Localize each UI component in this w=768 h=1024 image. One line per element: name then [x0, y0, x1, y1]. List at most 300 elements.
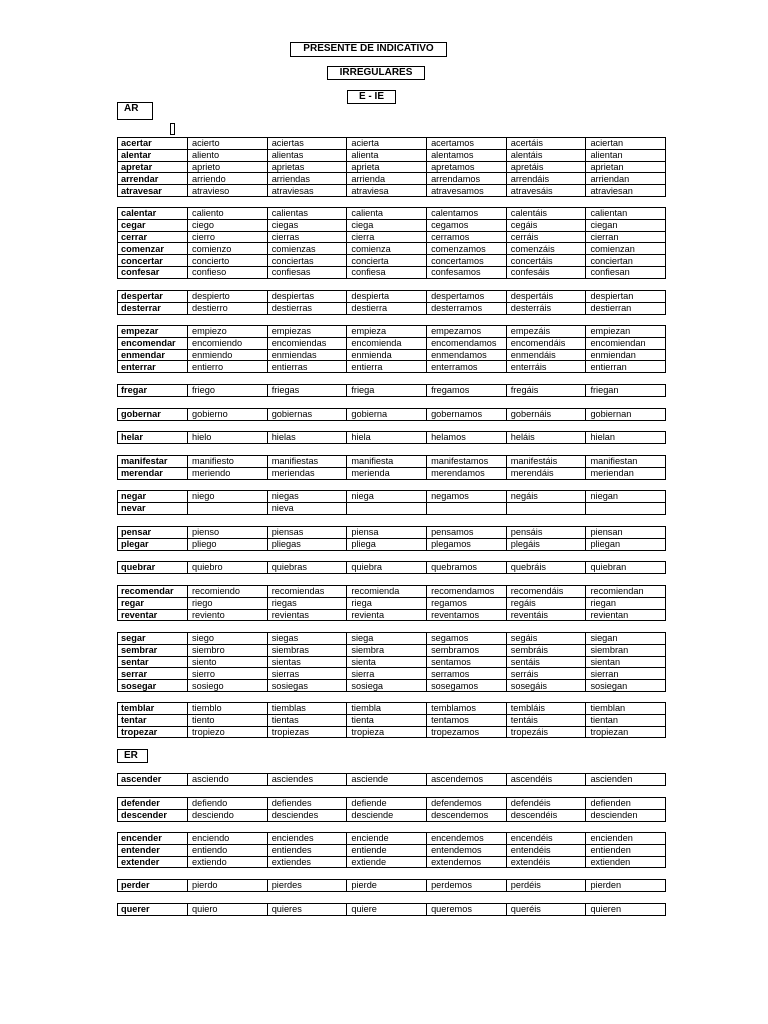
- verb-group-table: [117, 137, 666, 197]
- conjugation-cell: plegáis: [506, 538, 586, 550]
- conjugation-cell: heláis: [506, 432, 586, 444]
- conjugation-cell: calientas: [267, 208, 347, 220]
- conjugation-cell: encienden: [586, 833, 666, 845]
- conjugation-cell: tiento: [188, 714, 268, 726]
- infinitive-cell: segar: [118, 633, 188, 645]
- conjugation-cell: cierra: [347, 231, 427, 243]
- conjugation-cell: desciendes: [267, 809, 347, 821]
- conjugation-cell: tiemblas: [267, 703, 347, 715]
- infinitive-cell: recomendar: [118, 586, 188, 598]
- conjugation-cell: negamos: [427, 491, 507, 503]
- conjugation-cell: confesáis: [506, 266, 586, 278]
- conjugation-cell: sosegamos: [427, 680, 507, 692]
- conjugation-cell: defiendes: [267, 798, 347, 810]
- conjugation-cell: pierdes: [267, 880, 347, 892]
- infinitive-cell: arrendar: [118, 173, 188, 185]
- conjugation-cell: recomendamos: [427, 586, 507, 598]
- conjugation-cell: niegan: [586, 491, 666, 503]
- conjugation-cell: tiemblan: [586, 703, 666, 715]
- conjugation-cell: recomiendan: [586, 586, 666, 598]
- conjugation-cell: acertamos: [427, 138, 507, 150]
- conjugation-cell: sembráis: [506, 644, 586, 656]
- conjugation-cell: tropezáis: [506, 726, 586, 738]
- conjugation-cell: segáis: [506, 633, 586, 645]
- conjugation-cell: cerramos: [427, 231, 507, 243]
- conjugation-cell: perdemos: [427, 880, 507, 892]
- conjugation-cell: destierran: [586, 302, 666, 314]
- conjugation-cell: [347, 502, 427, 514]
- infinitive-cell: gobernar: [118, 409, 188, 421]
- conjugation-cell: [188, 502, 268, 514]
- verb-row: [118, 302, 666, 314]
- conjugation-cell: acierto: [188, 138, 268, 150]
- section-label-ar: AR: [117, 102, 153, 120]
- conjugation-cell: aciertan: [586, 138, 666, 150]
- conjugation-cell: asciendes: [267, 774, 347, 786]
- conjugation-cell: aprietan: [586, 161, 666, 173]
- verb-row: [118, 208, 666, 220]
- infinitive-cell: quebrar: [118, 562, 188, 574]
- conjugation-cell: friegas: [267, 385, 347, 397]
- conjugation-cell: sosiego: [188, 680, 268, 692]
- conjugation-cell: helamos: [427, 432, 507, 444]
- conjugation-cell: friega: [347, 385, 427, 397]
- conjugation-cell: empiezan: [586, 326, 666, 338]
- verb-row: [118, 337, 666, 349]
- conjugation-cell: merendamos: [427, 467, 507, 479]
- verb-group-table: [117, 832, 666, 868]
- conjugation-cell: acertáis: [506, 138, 586, 150]
- conjugation-cell: entendéis: [506, 844, 586, 856]
- conjugation-cell: ciego: [188, 219, 268, 231]
- conjugation-cell: sosegáis: [506, 680, 586, 692]
- conjugation-cell: ascendemos: [427, 774, 507, 786]
- verb-row: [118, 173, 666, 185]
- infinitive-cell: ascender: [118, 774, 188, 786]
- conjugation-cell: revientan: [586, 609, 666, 621]
- conjugation-cell: temblamos: [427, 703, 507, 715]
- conjugation-cell: cerráis: [506, 231, 586, 243]
- conjugation-cell: destierro: [188, 302, 268, 314]
- conjugation-cell: [427, 502, 507, 514]
- conjugation-cell: encendéis: [506, 833, 586, 845]
- conjugation-cell: siembras: [267, 644, 347, 656]
- conjugation-cell: riego: [188, 597, 268, 609]
- conjugation-cell: alientan: [586, 149, 666, 161]
- infinitive-cell: extender: [118, 856, 188, 868]
- conjugation-cell: manifiestan: [586, 456, 666, 468]
- conjugation-cell: quiere: [347, 904, 427, 916]
- verb-row: [118, 527, 666, 539]
- conjugation-cell: hielo: [188, 432, 268, 444]
- verb-group-table: [117, 903, 666, 916]
- verb-row: [118, 291, 666, 303]
- infinitive-cell: confesar: [118, 266, 188, 278]
- infinitive-cell: fregar: [118, 385, 188, 397]
- conjugation-cell: siego: [188, 633, 268, 645]
- conjugation-cell: encomiendas: [267, 337, 347, 349]
- conjugation-cell: meriendan: [586, 467, 666, 479]
- infinitive-cell: apretar: [118, 161, 188, 173]
- verb-row: [118, 668, 666, 680]
- conjugation-cell: hielan: [586, 432, 666, 444]
- verb-row: [118, 385, 666, 397]
- conjugation-cell: tiemblo: [188, 703, 268, 715]
- verb-row: [118, 609, 666, 621]
- conjugation-cell: atraviesas: [267, 185, 347, 197]
- conjugation-cell: entierra: [347, 361, 427, 373]
- conjugation-cell: piensan: [586, 527, 666, 539]
- infinitive-cell: calentar: [118, 208, 188, 220]
- section-label-er: ER: [117, 749, 148, 763]
- conjugation-cell: riega: [347, 597, 427, 609]
- conjugation-cell: sientas: [267, 656, 347, 668]
- verb-group-table: [117, 490, 666, 515]
- conjugation-cell: niegas: [267, 491, 347, 503]
- conjugation-cell: riegan: [586, 597, 666, 609]
- conjugation-cell: pierde: [347, 880, 427, 892]
- conjugation-cell: quieren: [586, 904, 666, 916]
- verb-row: [118, 726, 666, 738]
- verb-row: [118, 586, 666, 598]
- page-title: PRESENTE DE INDICATIVO: [290, 42, 447, 57]
- conjugation-cell: hiela: [347, 432, 427, 444]
- infinitive-cell: desterrar: [118, 302, 188, 314]
- conjugation-cell: despiertas: [267, 291, 347, 303]
- conjugation-cell: arrendamos: [427, 173, 507, 185]
- conjugation-cell: enmiendo: [188, 349, 268, 361]
- conjugation-cell: extiendo: [188, 856, 268, 868]
- conjugation-cell: entierro: [188, 361, 268, 373]
- infinitive-cell: temblar: [118, 703, 188, 715]
- conjugation-cell: entierras: [267, 361, 347, 373]
- conjugation-cell: tropiezas: [267, 726, 347, 738]
- conjugation-cell: sientan: [586, 656, 666, 668]
- conjugation-cell: niega: [347, 491, 427, 503]
- conjugation-cell: atravesamos: [427, 185, 507, 197]
- conjugation-cell: serráis: [506, 668, 586, 680]
- conjugation-cell: manifiestas: [267, 456, 347, 468]
- conjugation-cell: [586, 502, 666, 514]
- conjugation-cell: siento: [188, 656, 268, 668]
- conjugation-cell: arriendo: [188, 173, 268, 185]
- conjugation-cell: entiendo: [188, 844, 268, 856]
- conjugation-cell: serramos: [427, 668, 507, 680]
- verb-row: [118, 161, 666, 173]
- conjugation-cell: encomendamos: [427, 337, 507, 349]
- conjugation-cell: alienta: [347, 149, 427, 161]
- conjugation-cell: ciegan: [586, 219, 666, 231]
- conjugation-cell: siembra: [347, 644, 427, 656]
- conjugation-cell: entierran: [586, 361, 666, 373]
- conjugation-cell: desterráis: [506, 302, 586, 314]
- conjugation-cell: aciertas: [267, 138, 347, 150]
- conjugation-cell: concierto: [188, 255, 268, 267]
- verb-row: [118, 349, 666, 361]
- conjugation-cell: encomiendan: [586, 337, 666, 349]
- conjugation-cell: pliegan: [586, 538, 666, 550]
- conjugation-cell: pierden: [586, 880, 666, 892]
- conjugation-cell: ascendéis: [506, 774, 586, 786]
- conjugation-cell: enmienda: [347, 349, 427, 361]
- conjugation-cell: tentáis: [506, 714, 586, 726]
- verb-row: [118, 361, 666, 373]
- conjugation-cell: conciertan: [586, 255, 666, 267]
- conjugation-cell: sienta: [347, 656, 427, 668]
- conjugation-cell: defendéis: [506, 798, 586, 810]
- verb-group-table: [117, 773, 666, 786]
- conjugation-cell: enmiendan: [586, 349, 666, 361]
- conjugation-cell: siegan: [586, 633, 666, 645]
- conjugation-cell: pliegas: [267, 538, 347, 550]
- verb-group-table: [117, 526, 666, 551]
- infinitive-cell: enterrar: [118, 361, 188, 373]
- conjugation-cell: desterramos: [427, 302, 507, 314]
- conjugation-cell: apretamos: [427, 161, 507, 173]
- conjugation-cell: empieza: [347, 326, 427, 338]
- conjugation-cell: destierra: [347, 302, 427, 314]
- verb-row: [118, 538, 666, 550]
- verb-row: [118, 680, 666, 692]
- conjugation-cell: manifestamos: [427, 456, 507, 468]
- conjugation-cell: comienzan: [586, 243, 666, 255]
- conjugation-cell: sierra: [347, 668, 427, 680]
- conjugation-cell: pienso: [188, 527, 268, 539]
- conjugation-cell: entiende: [347, 844, 427, 856]
- conjugation-cell: cierras: [267, 231, 347, 243]
- conjugation-cell: cierro: [188, 231, 268, 243]
- conjugation-cell: concertáis: [506, 255, 586, 267]
- conjugation-cell: quiero: [188, 904, 268, 916]
- conjugation-cell: extiendes: [267, 856, 347, 868]
- conjugation-cell: despierto: [188, 291, 268, 303]
- conjugation-cell: sierran: [586, 668, 666, 680]
- conjugation-cell: enciendes: [267, 833, 347, 845]
- conjugation-cell: ciegas: [267, 219, 347, 231]
- infinitive-cell: alentar: [118, 149, 188, 161]
- verb-group-table: [117, 325, 666, 373]
- conjugation-cell: regamos: [427, 597, 507, 609]
- infinitive-cell: reventar: [118, 609, 188, 621]
- conjugation-cell: encomiendo: [188, 337, 268, 349]
- conjugation-cell: encomienda: [347, 337, 427, 349]
- verb-row: [118, 266, 666, 278]
- conjugation-cell: cegáis: [506, 219, 586, 231]
- conjugation-cell: queremos: [427, 904, 507, 916]
- conjugation-cell: comienza: [347, 243, 427, 255]
- conjugation-cell: despertamos: [427, 291, 507, 303]
- conjugation-cell: asciendo: [188, 774, 268, 786]
- conjugation-cell: ascienden: [586, 774, 666, 786]
- conjugation-cell: gobierno: [188, 409, 268, 421]
- category-title: IRREGULARES: [327, 66, 425, 80]
- conjugation-cell: defiendo: [188, 798, 268, 810]
- conjugation-cell: empezáis: [506, 326, 586, 338]
- conjugation-cell: calentamos: [427, 208, 507, 220]
- conjugation-cell: revientas: [267, 609, 347, 621]
- infinitive-cell: negar: [118, 491, 188, 503]
- conjugation-cell: niego: [188, 491, 268, 503]
- verb-row: [118, 597, 666, 609]
- conjugation-cell: manifestáis: [506, 456, 586, 468]
- conjugation-cell: empiezas: [267, 326, 347, 338]
- conjugation-cell: extienden: [586, 856, 666, 868]
- verb-row: [118, 844, 666, 856]
- infinitive-cell: sembrar: [118, 644, 188, 656]
- infinitive-cell: concertar: [118, 255, 188, 267]
- conjugation-cell: descendéis: [506, 809, 586, 821]
- conjugation-cell: entendemos: [427, 844, 507, 856]
- infinitive-cell: cerrar: [118, 231, 188, 243]
- conjugation-cell: comienzo: [188, 243, 268, 255]
- conjugation-cell: sentamos: [427, 656, 507, 668]
- infinitive-cell: perder: [118, 880, 188, 892]
- conjugation-cell: pierdo: [188, 880, 268, 892]
- conjugation-cell: atraviesan: [586, 185, 666, 197]
- infinitive-cell: serrar: [118, 668, 188, 680]
- infinitive-cell: comenzar: [118, 243, 188, 255]
- conjugation-cell: despertáis: [506, 291, 586, 303]
- infinitive-cell: nevar: [118, 502, 188, 514]
- verb-row: [118, 714, 666, 726]
- conjugation-cell: destierras: [267, 302, 347, 314]
- conjugation-cell: despiertan: [586, 291, 666, 303]
- verb-row: [118, 644, 666, 656]
- conjugation-cell: siembran: [586, 644, 666, 656]
- conjugation-cell: descendemos: [427, 809, 507, 821]
- conjugation-cell: tienta: [347, 714, 427, 726]
- verb-row: [118, 326, 666, 338]
- infinitive-cell: manifestar: [118, 456, 188, 468]
- conjugation-cell: merienda: [347, 467, 427, 479]
- conjugation-cell: desciendo: [188, 809, 268, 821]
- conjugation-cell: quiebran: [586, 562, 666, 574]
- conjugation-cell: confiesas: [267, 266, 347, 278]
- verb-row: [118, 231, 666, 243]
- conjugation-cell: atraviesa: [347, 185, 427, 197]
- infinitive-cell: acertar: [118, 138, 188, 150]
- infinitive-cell: helar: [118, 432, 188, 444]
- conjugation-cell: extendéis: [506, 856, 586, 868]
- conjugation-cell: piensas: [267, 527, 347, 539]
- conjugation-cell: sembramos: [427, 644, 507, 656]
- conjugation-cell: riegas: [267, 597, 347, 609]
- conjugation-cell: enterramos: [427, 361, 507, 373]
- conjugation-cell: alentáis: [506, 149, 586, 161]
- conjugation-cell: enmiendas: [267, 349, 347, 361]
- conjugation-cell: piensa: [347, 527, 427, 539]
- conjugation-cell: aprietas: [267, 161, 347, 173]
- conjugation-cell: siegas: [267, 633, 347, 645]
- infinitive-cell: entender: [118, 844, 188, 856]
- conjugation-cell: enciende: [347, 833, 427, 845]
- conjugation-cell: alientas: [267, 149, 347, 161]
- conjugation-cell: concierta: [347, 255, 427, 267]
- conjugation-cell: perdéis: [506, 880, 586, 892]
- conjugation-cell: recomiendas: [267, 586, 347, 598]
- verb-group-table: [117, 561, 666, 574]
- conjugation-cell: arrendáis: [506, 173, 586, 185]
- conjugation-cell: defendemos: [427, 798, 507, 810]
- infinitive-cell: plegar: [118, 538, 188, 550]
- conjugation-cell: arrienda: [347, 173, 427, 185]
- conjugation-cell: arriendas: [267, 173, 347, 185]
- conjugation-cell: regáis: [506, 597, 586, 609]
- conjugation-cell: quiebro: [188, 562, 268, 574]
- conjugation-cell: cierran: [586, 231, 666, 243]
- verb-row: [118, 243, 666, 255]
- conjugation-cell: segamos: [427, 633, 507, 645]
- conjugation-cell: sosiegas: [267, 680, 347, 692]
- conjugation-cell: gobiernan: [586, 409, 666, 421]
- conjugation-cell: manifiesta: [347, 456, 427, 468]
- conjugation-cell: [506, 502, 586, 514]
- verb-row: [118, 703, 666, 715]
- verb-row: [118, 185, 666, 197]
- verb-row: [118, 502, 666, 514]
- conjugation-cell: tropiezo: [188, 726, 268, 738]
- verb-row: [118, 138, 666, 150]
- conjugation-cell: arriendan: [586, 173, 666, 185]
- conjugation-cell: enciendo: [188, 833, 268, 845]
- conjugation-cell: caliento: [188, 208, 268, 220]
- conjugation-cell: calentáis: [506, 208, 586, 220]
- infinitive-cell: regar: [118, 597, 188, 609]
- verb-group-table: [117, 207, 666, 279]
- infinitive-cell: descender: [118, 809, 188, 821]
- verb-group-table: [117, 408, 666, 421]
- infinitive-cell: enmendar: [118, 349, 188, 361]
- conjugation-cell: nieva: [267, 502, 347, 514]
- conjugation-cell: comenzamos: [427, 243, 507, 255]
- conjugation-cell: aprieto: [188, 161, 268, 173]
- conjugation-cell: manifiesto: [188, 456, 268, 468]
- conjugation-cell: pensáis: [506, 527, 586, 539]
- conjugation-cell: meriendas: [267, 467, 347, 479]
- verb-row: [118, 467, 666, 479]
- conjugation-cell: fregáis: [506, 385, 586, 397]
- vowel-change-title: E - IE: [347, 90, 396, 104]
- conjugation-cell: tientas: [267, 714, 347, 726]
- verb-group-table: [117, 632, 666, 692]
- verb-row: [118, 409, 666, 421]
- conjugation-cell: aliento: [188, 149, 268, 161]
- conjugation-cell: queréis: [506, 904, 586, 916]
- verb-row: [118, 798, 666, 810]
- conjugation-cell: friegan: [586, 385, 666, 397]
- conjugation-cell: acierta: [347, 138, 427, 150]
- verb-group-table: [117, 879, 666, 892]
- conjugation-cell: tentamos: [427, 714, 507, 726]
- conjugation-cell: recomienda: [347, 586, 427, 598]
- text-cursor-marker: [170, 123, 175, 135]
- verb-row: [118, 774, 666, 786]
- conjugation-cell: meriendo: [188, 467, 268, 479]
- verb-row: [118, 856, 666, 868]
- conjugation-cell: merendáis: [506, 467, 586, 479]
- verb-row: [118, 833, 666, 845]
- verb-row: [118, 491, 666, 503]
- conjugation-cell: gobierna: [347, 409, 427, 421]
- infinitive-cell: tropezar: [118, 726, 188, 738]
- infinitive-cell: despertar: [118, 291, 188, 303]
- conjugation-cell: negáis: [506, 491, 586, 503]
- conjugation-cell: confieso: [188, 266, 268, 278]
- conjugation-cell: ciega: [347, 219, 427, 231]
- infinitive-cell: merendar: [118, 467, 188, 479]
- conjugation-cell: gobernáis: [506, 409, 586, 421]
- conjugation-cell: encomendáis: [506, 337, 586, 349]
